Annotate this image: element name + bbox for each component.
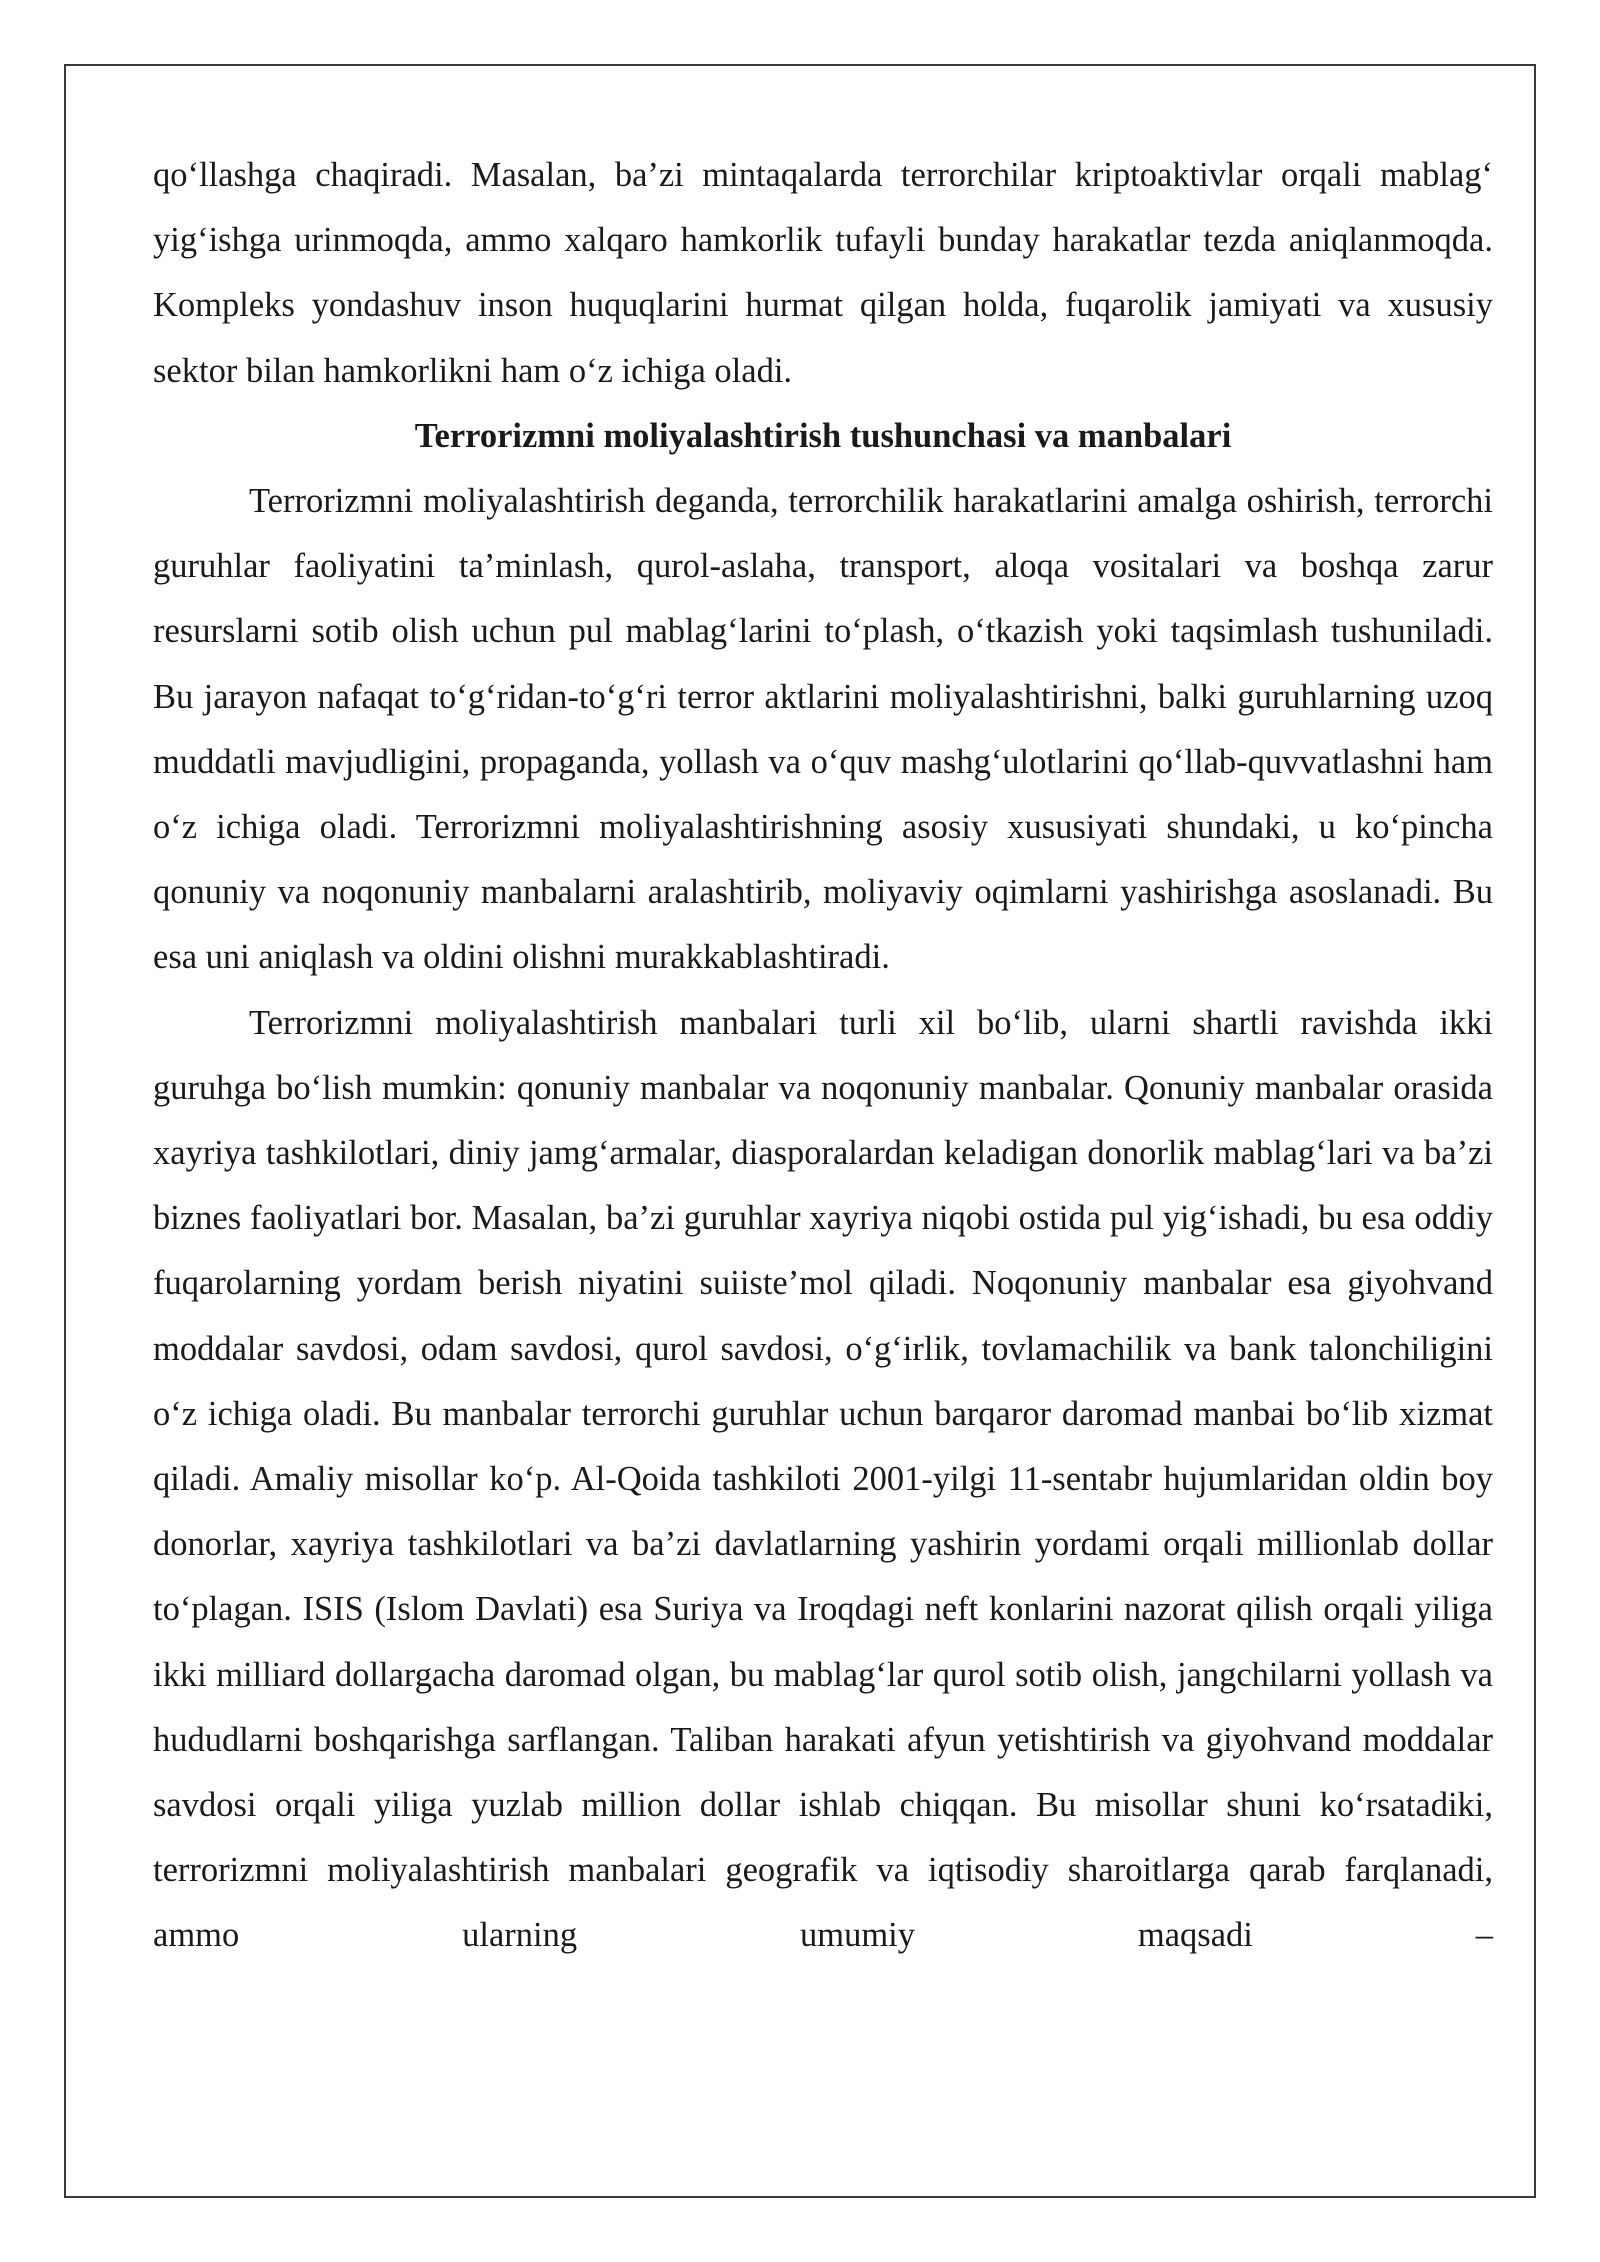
- section-heading: Terrorizmni moliyalashtirish tushunchasi va manbalari: [414, 416, 1232, 455]
- paragraph-definition: Terrorizmni moliyalashtirish deganda, terrorchilik harakatlarini amalga oshirish, terrorchi guruhlar faoliyatini ta’minlash, qurol-aslaha, transport, aloqa vositalari va boshqa zarur resurslarni sotib olish uchun pul mablag‘larini to‘plash, o‘tkazish yoki taqsimlash tushuniladi. Bu jarayon nafaqat to‘g‘ridan-to‘g‘ri terror aktlarini moliyalashtirishni, balki guruhlarning uzoq muddatli mavjudligini, propaganda, yollash va o‘quv mashg‘ulotlarini qo‘llab-quvvatlashni ham o‘z ichiga oladi. Terrorizmni moliyalashtirishning asosiy xususiyati shundaki, u ko‘pincha qonuniy va noqonuniy manbalarni aralashtirib, moliyaviy oqimlarni yashirishga asoslanadi. Bu esa uni aniqlash va oldini olishni murakkablashtiradi.: [153, 482, 1493, 977]
- paragraph-continuation: qo‘llashga chaqiradi. Masalan, ba’zi mintaqalarda terrorchilar kriptoaktivlar orqali mablag‘ yig‘ishga urinmoqda, ammo xalqaro hamkorlik tufayli bunday harakatlar tezda aniqlanmoqda. Kompleks yondashuv inson huquqlarini hurmat qilgan holda, fuqarolik jamiyati va xususiy sektor bilan hamkorlikni ham o‘z ichiga oladi.: [153, 156, 1493, 390]
- document-body: [153, 143, 1493, 1969]
- paragraph-sources: Terrorizmni moliyalashtirish manbalari turli xil bo‘lib, ularni shartli ravishda ikki guruhga bo‘lish mumkin: qonuniy manbalar va noqonuniy manbalar. Qonuniy manbalar orasida xayriya tashkilotlari, diniy jamg‘armalar, diasporalardan keladigan donorlik mablag‘lari va ba’zi biznes faoliyatlari bor. Masalan, ba’zi guruhlar xayriya niqobi ostida pul yig‘ishadi, bu esa oddiy fuqarolarning yordam berish niyatini suiiste’mol qiladi. Noqonuniy manbalar esa giyohvand moddalar savdosi, odam savdosi, qurol savdosi, o‘g‘irlik, tovlamachilik va bank talonchiligini o‘z ichiga oladi. Bu manbalar terrorchi guruhlar uchun barqaror daromad manbai bo‘lib xizmat qiladi. Amaliy misollar ko‘p. Al-Qoida tashkiloti 2001-yilgi 11-sentabr hujumlaridan oldin boy donorlar, xayriya tashkilotlari va ba’zi davlatlarning yashirin yordami orqali millionlab dollar to‘plagan. ISIS (Islom Davlati) esa Suriya va Iroqdagi neft konlarini nazorat qilish orqali yiliga ikki milliard dollargacha daromad olgan, bu mablag‘lar qurol sotib olish, jangchilarni yollash va hududlarni boshqarishga sarflangan. Taliban harakati afyun yetishtirish va giyohvand moddalar savdosi orqali yiliga yuzlab million dollar ishlab chiqqan. Bu misollar shuni ko‘rsatadiki, terrorizmni moliyalashtirish manbalari geografik va iqtisodiy sharoitlarga qarab farqlanadi, ammo ularning umumiy maqsadi –: [153, 1003, 1493, 1955]
